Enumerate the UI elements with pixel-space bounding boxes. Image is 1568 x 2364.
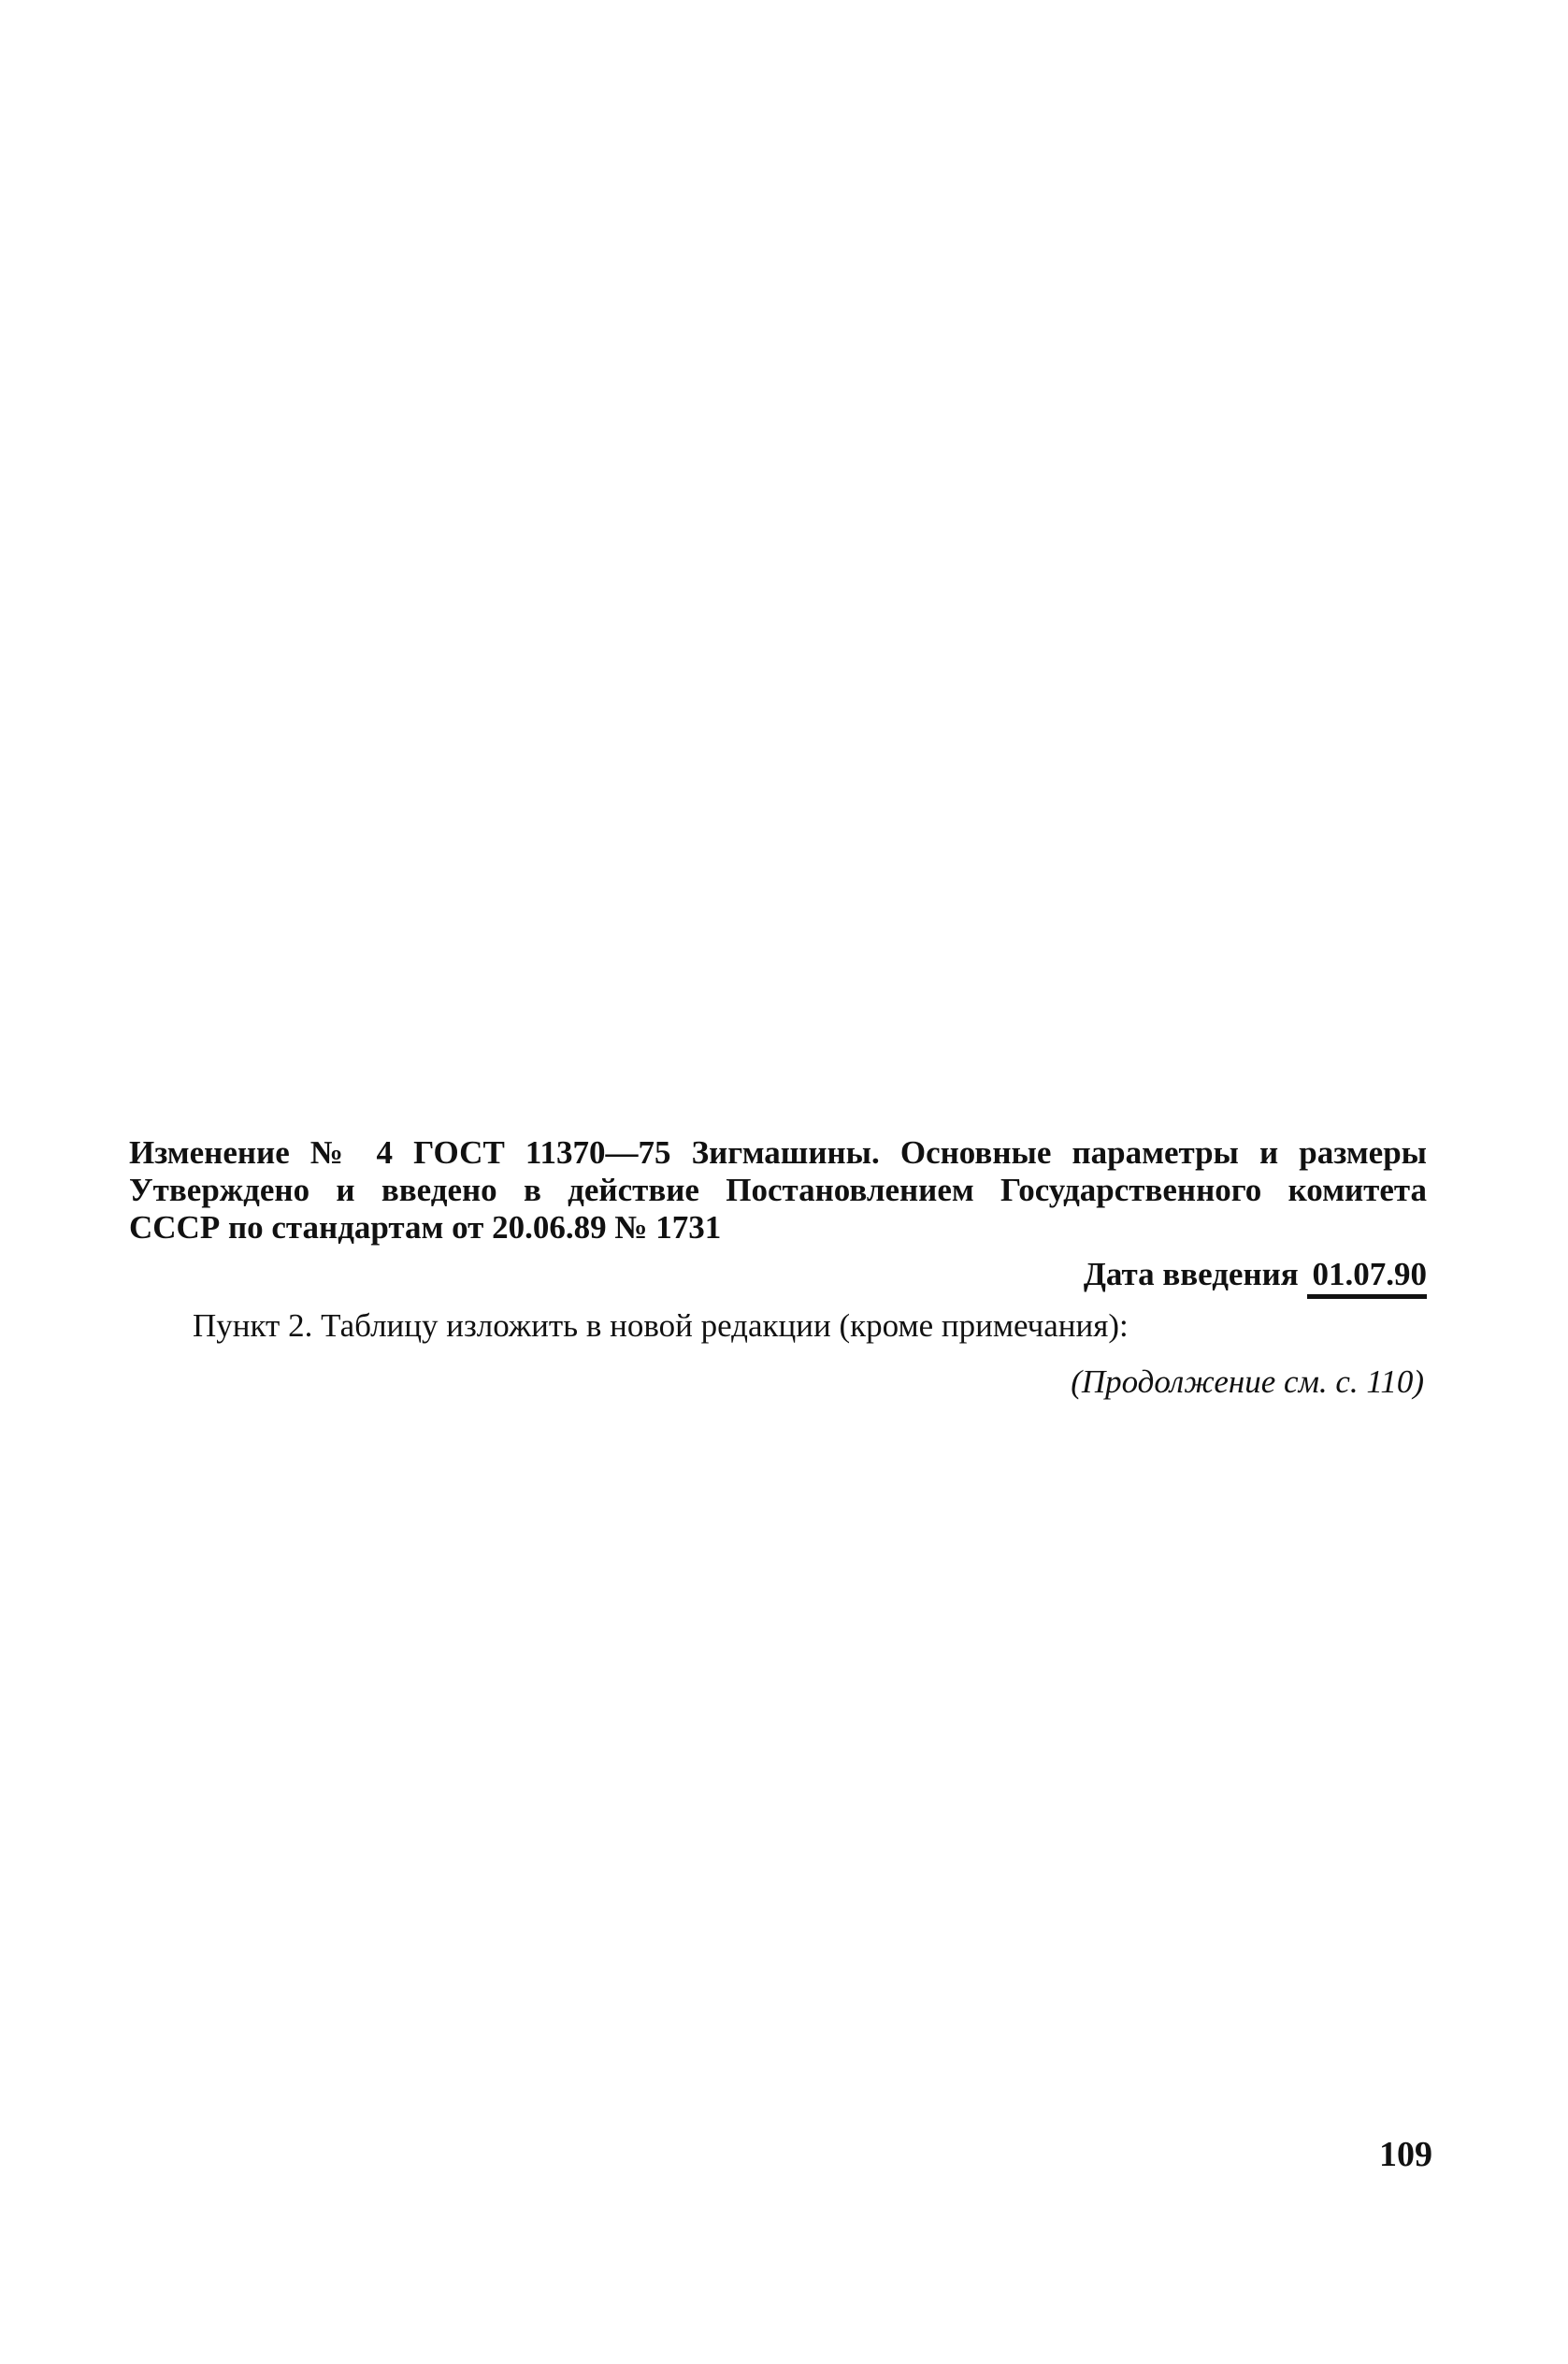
effective-date-value: 01.07.90 [1307, 1256, 1428, 1299]
effective-date-label: Дата введения [1083, 1256, 1299, 1292]
page-number: 109 [1379, 2135, 1432, 2174]
approval-decree-line: СССР по стандартам от 20.06.89 № 1731 [129, 1209, 722, 1246]
continuation-note: (Продолжение см. с. 110) [1071, 1363, 1424, 1400]
change-title-line: Изменение № 4 ГОСТ 11370—75 Зигмашины. Основные параметры и размеры [129, 1134, 1427, 1171]
body-paragraph: Пункт 2. Таблицу изложить в новой редакции (кроме примечания): [193, 1307, 1129, 1344]
approval-line: Утверждено и введено в действие Постановлением Государственного комитета [129, 1172, 1427, 1208]
change-notice-header [129, 1134, 1427, 1293]
effective-date-line [129, 1256, 1427, 1293]
